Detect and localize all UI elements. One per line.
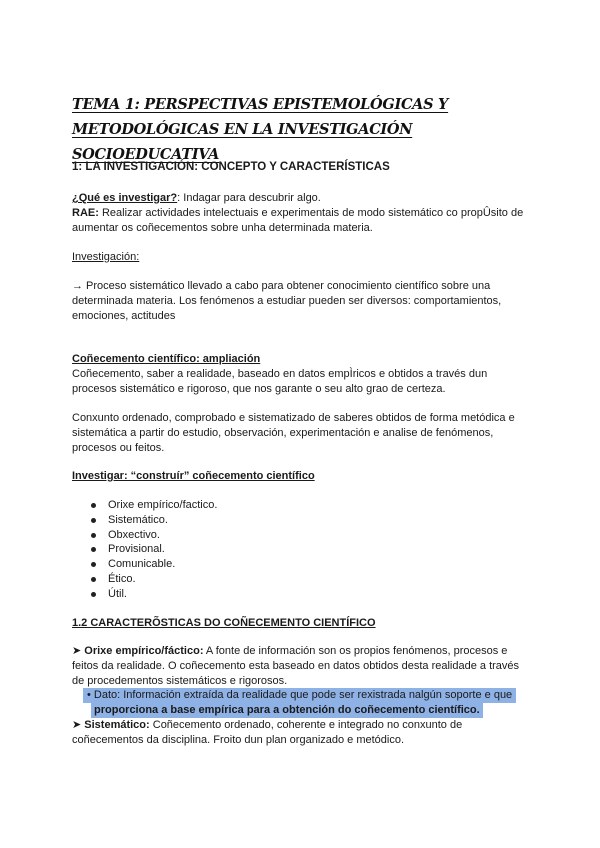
section-1-heading: 1: LA INVESTIGACIÓN: CONCEPTO Y CARACTERÍSTICAS xyxy=(72,161,390,173)
sistematico-text: Coñecemento ordenado, coherente e integrado no conxunto de coñecementos da disciplina. Froito dun plan organizado e metódico. xyxy=(72,719,463,746)
list-item: Ético. xyxy=(72,572,217,587)
list-item: Útil. xyxy=(72,587,217,602)
coñecemento-heading: Coñecemento científico: ampliación xyxy=(72,353,261,365)
list-item: Orixe empírico/factico. xyxy=(72,498,217,513)
list-item: Provisional. xyxy=(72,542,217,557)
rae-label: RAE: xyxy=(72,207,99,219)
sistematico-label: ➤ Sistemático: xyxy=(72,719,150,731)
que-es-investigar xyxy=(72,191,532,206)
list-item: Comunicable. xyxy=(72,557,217,572)
sistematico-item xyxy=(72,718,532,748)
orixe-empirico-text: A fonte de información son os propios fenómenos, procesos e feitos da realidade. O coñecemento esta baseado en datos obtidos desta realidade a través de procedementos sistemáticos e rigorosos. xyxy=(72,645,520,687)
dato-highlight-line-2: proporciona a base empírica para a obtención do coñecemento científico. xyxy=(91,703,483,718)
coñecemento-paragraph-2: Conxunto ordenado, comprobado e sistematizado de saberes obtidos de forma metódica e sistemática a partir do estudio, observación, experimentación e analise de fenómenos, procesos ou feitos. xyxy=(72,412,515,454)
page-title: TEMA 1: PERSPECTIVAS EPISTEMOLÓGICAS Y METODOLÓGICAS EN LA INVESTIGACIÓN SOCIOEDUCATIVA xyxy=(72,96,449,163)
rae-definition xyxy=(72,206,532,236)
orixe-empirico-item xyxy=(72,644,532,689)
investigacion-text: → Proceso sistemático llevado a cabo para obtener conocimiento científico sobre una determinada materia. Los fenómenos a estudiar pueden ser diversos: comportamientos, emociones, actitudes xyxy=(72,280,502,322)
que-es-investigar-label: ¿Qué es investigar? xyxy=(72,192,178,204)
characteristics-list xyxy=(72,498,217,602)
que-es-investigar-text: : Indagar para descubrir algo. xyxy=(177,192,321,204)
list-item: Obxectivo. xyxy=(72,528,217,543)
list-item: Sistemático. xyxy=(72,513,217,528)
coñecemento-paragraph-1: Coñecemento, saber a realidade, baseado en datos empÌricos e obtidos a través dun procesos sistemático e rigoroso, que nos garante o seu alto grao de certeza. xyxy=(72,368,488,395)
investigar-heading: Investigar: “construír” coñecemento científico xyxy=(72,470,315,482)
investigacion-label: Investigación: xyxy=(72,251,140,263)
dato-highlight-line-1: • Dato: Información extraída da realidade que pode ser rexistrada nalgún soporte e que xyxy=(83,688,516,703)
rae-text: Realizar actividades intelectuais e experimentais de modo sistemático co propÛsito de aumentar os coñecementos sobre unha determinada materia. xyxy=(72,207,524,234)
section-1-2-heading: 1.2 CARACTERÕSTICAS DO COÑECEMENTO CIENTÍFICO xyxy=(72,617,376,629)
orixe-empirico-label: ➤ Orixe empírico/fáctico: xyxy=(72,645,204,657)
dato-highlight xyxy=(72,688,532,718)
